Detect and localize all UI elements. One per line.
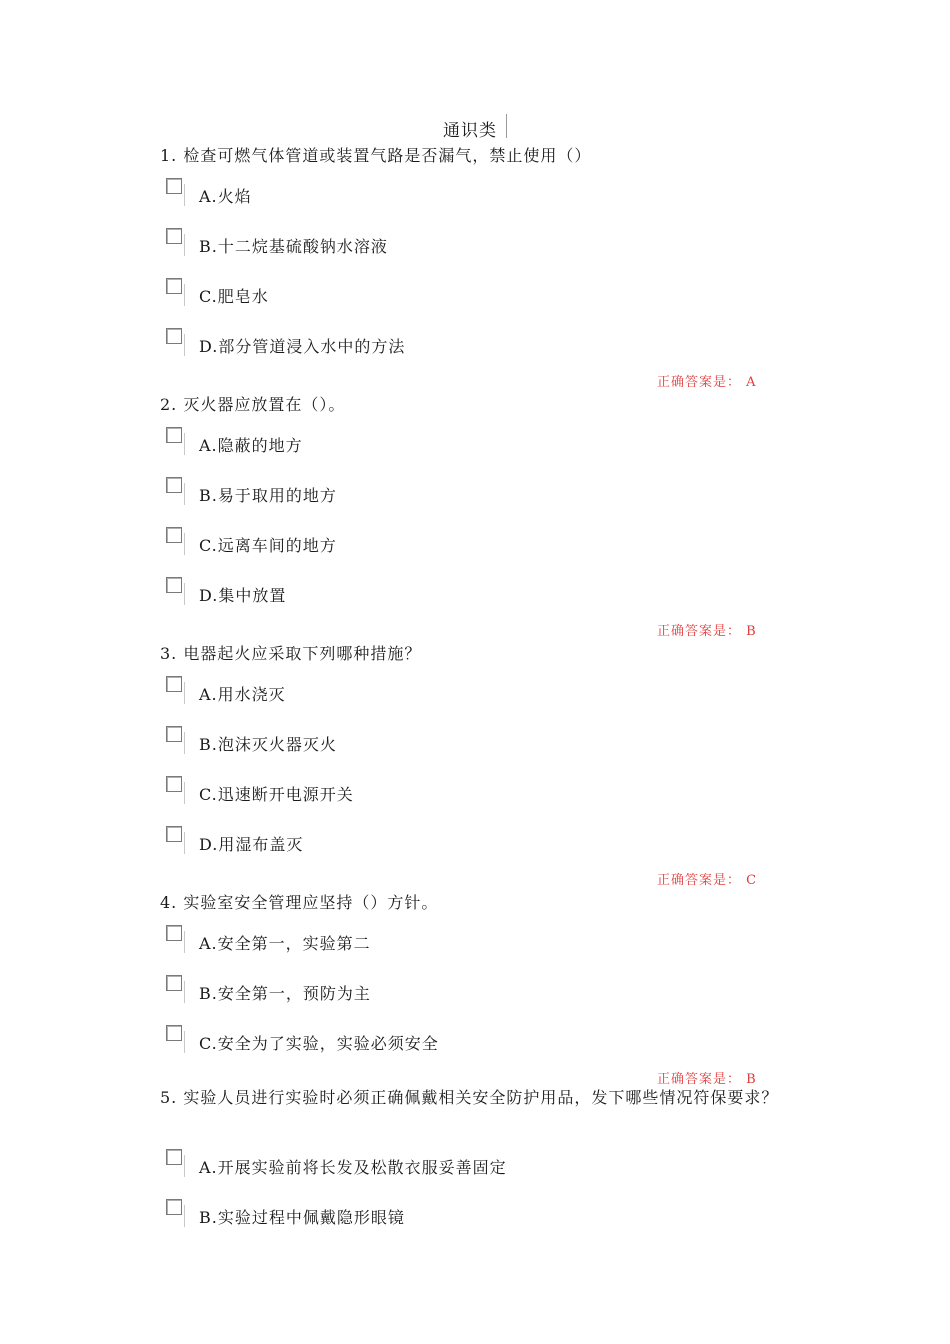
question-5-text-content: 5. 实验人员进行实验时必须正确佩戴相关安全防护用品，发下哪些情况符保要求？ [160, 1088, 779, 1107]
question-3-text: 3. 电器起火应采取下列哪种措施？ [160, 644, 422, 663]
page-title: 通识类 [443, 121, 497, 141]
checkbox[interactable] [166, 776, 182, 792]
checkbox-edge [184, 1155, 185, 1177]
checkbox[interactable] [166, 1199, 182, 1215]
option-label: B.易于取用的地方 [199, 486, 337, 505]
option-label: C.迅速断开电源开关 [199, 785, 354, 804]
question-3-option-d[interactable] [166, 826, 303, 854]
question-3-option-a[interactable] [166, 676, 286, 704]
question-1-option-a[interactable] [166, 178, 252, 206]
question-2-option-b[interactable] [166, 477, 337, 505]
checkbox-edge [184, 234, 185, 256]
checkbox[interactable] [166, 278, 182, 294]
question-2-option-a[interactable] [166, 427, 303, 455]
option-label: A.用水浇灭 [199, 685, 286, 704]
question-5-option-b[interactable] [166, 1199, 405, 1227]
checkbox-edge [184, 732, 185, 754]
question-2-answer: 正确答案是： B [657, 624, 757, 639]
checkbox[interactable] [166, 1149, 182, 1165]
checkbox[interactable] [166, 1025, 182, 1041]
checkbox[interactable] [166, 328, 182, 344]
checkbox[interactable] [166, 925, 182, 941]
option-label: D.部分管道浸入水中的方法 [199, 337, 406, 356]
checkbox[interactable] [166, 477, 182, 493]
checkbox-edge [184, 981, 185, 1003]
checkbox[interactable] [166, 676, 182, 692]
checkbox-edge [184, 782, 185, 804]
question-3-option-b[interactable] [166, 726, 337, 754]
option-label: C.安全为了实验，实验必须安全 [199, 1034, 439, 1053]
question-4-option-b[interactable] [166, 975, 371, 1003]
question-2-text: 2. 灭火器应放置在（）。 [160, 395, 346, 414]
option-label: B.安全第一，预防为主 [199, 984, 371, 1003]
option-label: B.泡沫灭火器灭火 [199, 735, 337, 754]
option-label: B.十二烷基硫酸钠水溶液 [199, 237, 388, 256]
question-4-option-a[interactable] [166, 925, 371, 953]
question-5-option-a[interactable] [166, 1149, 507, 1177]
checkbox[interactable] [166, 527, 182, 543]
option-label: C.肥皂水 [199, 287, 269, 306]
checkbox[interactable] [166, 427, 182, 443]
question-1-option-d[interactable] [166, 328, 405, 356]
checkbox-edge [184, 682, 185, 704]
checkbox-edge [184, 334, 185, 356]
checkbox-edge [184, 483, 185, 505]
option-label: D.用湿布盖灭 [199, 835, 304, 854]
question-5-text [142, 1086, 792, 1110]
checkbox-edge [184, 832, 185, 854]
question-1-text: 1. 检查可燃气体管道或装置气路是否漏气，禁止使用（） [160, 146, 592, 165]
question-1-option-c[interactable] [166, 278, 269, 306]
option-label: A.安全第一，实验第二 [199, 934, 371, 953]
question-4-text: 4. 实验室安全管理应坚持（）方针。 [160, 893, 439, 912]
checkbox-edge [184, 1031, 185, 1053]
checkbox-edge [184, 284, 185, 306]
title-divider [506, 114, 507, 138]
checkbox[interactable] [166, 577, 182, 593]
option-label: A.隐蔽的地方 [199, 436, 303, 455]
checkbox-edge [184, 433, 185, 455]
checkbox[interactable] [166, 178, 182, 194]
checkbox-edge [184, 1205, 185, 1227]
question-3-option-c[interactable] [166, 776, 354, 804]
question-2-option-d[interactable] [166, 577, 286, 605]
checkbox-edge [184, 184, 185, 206]
checkbox[interactable] [166, 826, 182, 842]
question-1-answer: 正确答案是： A [657, 375, 757, 390]
question-4-answer: 正确答案是： B [657, 1072, 757, 1087]
checkbox-edge [184, 931, 185, 953]
option-label: D.集中放置 [199, 586, 287, 605]
option-label: A.开展实验前将长发及松散衣服妥善固定 [199, 1158, 507, 1177]
question-3-answer: 正确答案是： C [657, 873, 758, 888]
checkbox[interactable] [166, 228, 182, 244]
question-4-option-c[interactable] [166, 1025, 439, 1053]
checkbox[interactable] [166, 975, 182, 991]
option-label: C.远离车间的地方 [199, 536, 337, 555]
checkbox-edge [184, 533, 185, 555]
option-label: A.火焰 [199, 187, 252, 206]
checkbox[interactable] [166, 726, 182, 742]
option-label: B.实验过程中佩戴隐形眼镜 [199, 1208, 405, 1227]
question-1-option-b[interactable] [166, 228, 388, 256]
question-2-option-c[interactable] [166, 527, 337, 555]
checkbox-edge [184, 583, 185, 605]
